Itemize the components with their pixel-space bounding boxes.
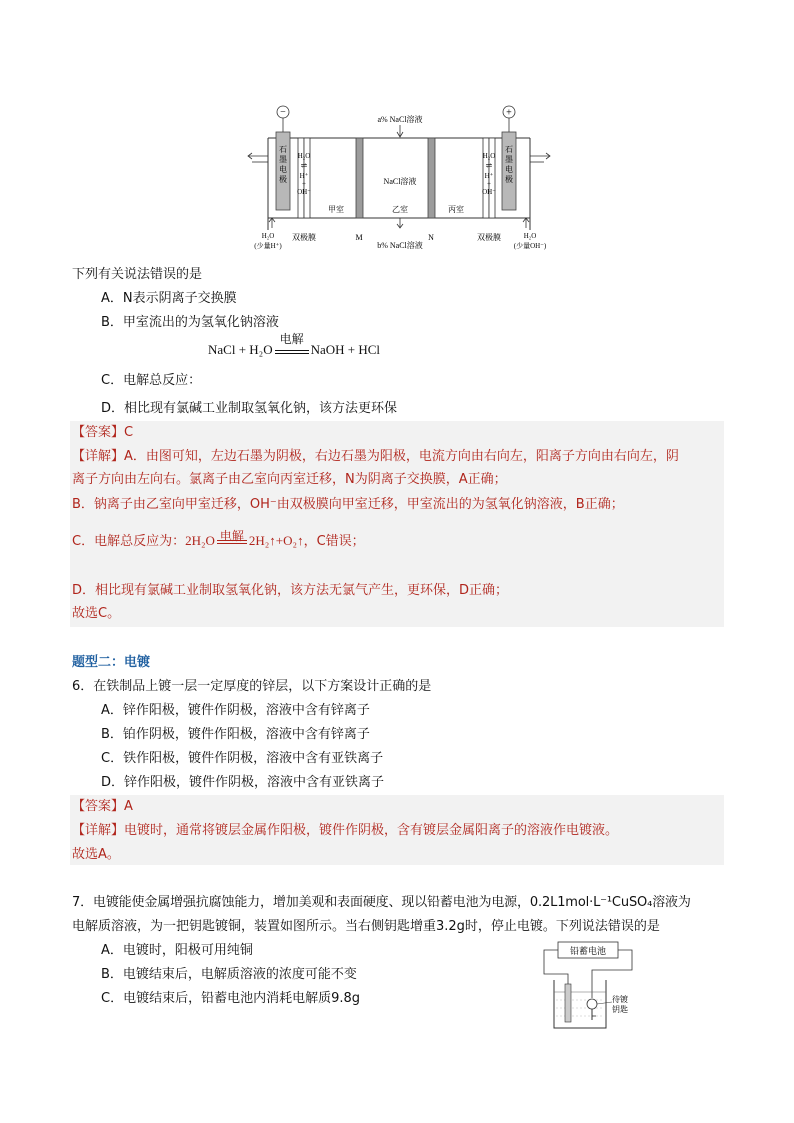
membrane-m (356, 138, 363, 218)
room-yi-label: 乙室 (392, 205, 408, 214)
membrane-n-label: N (428, 233, 434, 242)
anode-plate (565, 984, 571, 1022)
q5-detail-eq-left: 2H₂O (185, 533, 215, 548)
q5-eq-condition: 电解 (279, 332, 304, 346)
q5-detail-4-suffix: ，C错误； (303, 534, 365, 549)
key-label-2: 钥匙 (612, 1005, 628, 1014)
q6-option-a: A．锌作阳极，镀件作阴极，溶液中含有锌离子 (101, 703, 370, 718)
left-bottom-label-1: H₂O (261, 232, 275, 240)
right-bottom-label-1: H₂O (523, 232, 537, 240)
room-jia-label: 甲室 (328, 205, 344, 214)
q5-option-c: C．电解总反应： (101, 373, 202, 388)
q5-detail-2: 离子方向由左向右。氯离子由乙室向丙室迁移，N为阴离子交换膜，A正确； (72, 472, 507, 487)
q5-option-a: A．N表示阴离子交换膜 (101, 291, 237, 306)
q7-stem-1: 7．电镀能使金属增强抗腐蚀能力，增加美观和表面硬度、现以铅蓄电池为电源，0.2L1mol·L⁻¹CuSO₄溶液为 (72, 895, 691, 910)
q6-option-b: B．铂作阴极，镀件作阳极，溶液中含有锌离子 (101, 727, 370, 742)
q7-option-b: B．电镀结束后，电解质溶液的浓度可能不变 (101, 967, 357, 982)
left-species-3: H⁺ (299, 172, 309, 180)
right-bottom-label-2: (少量OH⁻) (513, 242, 547, 250)
q5-detail-eq-right: 2H₂↑+O₂↑ (248, 533, 304, 548)
left-species-5: OH⁻ (297, 188, 311, 196)
room-bing-label: 丙室 (448, 205, 464, 214)
q5-stem: 下列有关说法错误的是 (72, 267, 203, 282)
battery-label: 铅蓄电池 (569, 946, 607, 956)
q6-answer: 【答案】A (72, 799, 133, 814)
q5-detail-4 (72, 529, 365, 551)
q5-detail-5: D．相比现有氯碱工业制取氢氧化钠，该方法无氯气产生，更环保，D正确； (72, 583, 509, 598)
left-species-2: ⇌ (300, 161, 308, 170)
section-title: 题型二：电镀 (72, 655, 151, 670)
right-membrane-label: 双极膜 (477, 233, 501, 242)
electroplating-apparatus (540, 940, 640, 1032)
right-species-2: ⇌ (485, 161, 493, 170)
q6-detail-1: 【详解】电镀时，通常将镀层金属作阳极，镀件作阴极，含有镀层金属阳离子的溶液作电镀液。 (72, 823, 619, 838)
electrolysis-cell-diagram (238, 100, 558, 258)
pos-sign: + (506, 107, 512, 119)
key-icon (587, 999, 597, 1009)
q5-detail-6: 故选C。 (72, 606, 121, 621)
q7-option-c: C．电镀结束后，铅蓄电池内消耗电解质9.8g (101, 991, 361, 1006)
q5-eq-right: NaOH + HCl (310, 342, 381, 357)
bottom-feed-label: b% NaCl溶液 (377, 241, 423, 250)
q7-stem-2: 电解质溶液，为一把钥匙镀铜，装置如图所示。当右侧钥匙增重3.2g时，停止电镀。下列说法错误的是 (72, 919, 660, 934)
left-species-1: H₂O (297, 152, 311, 160)
q6-option-c: C．铁作阳极，镀件作阴极，溶液中含有亚铁离子 (101, 751, 384, 766)
left-membrane-label: 双极膜 (292, 233, 316, 242)
q5-eq-left: NaCl + H₂O (208, 342, 273, 357)
right-species-5: OH⁻ (482, 188, 496, 196)
q5-option-c-equation (208, 332, 381, 358)
left-species-4: + (302, 180, 306, 188)
left-electrode-char-4: 极 (279, 175, 287, 184)
q5-detail-3: B．钠离子由乙室向甲室迁移，OH⁻由双极膜向甲室迁移，甲室流出的为氢氧化钠溶液，B正确； (72, 497, 624, 512)
left-electrode-char-2: 墨 (279, 155, 287, 164)
neg-sign: − (280, 107, 286, 118)
q5-detail-1: 【详解】A．由图可知，左边石墨为阴极，右边石墨为阳极，电流方向由右向左，阳离子方向由右向左，阴 (72, 449, 679, 464)
right-electrode-char-1: 石 (505, 145, 513, 154)
q5-detail-eq-cond: 电解 (219, 529, 244, 544)
right-species-1: H₂O (482, 152, 496, 160)
right-electrode-char-4: 极 (505, 175, 513, 184)
q6-stem: 6．在铁制品上镀一层一定厚度的锌层，以下方案设计正确的是 (72, 679, 432, 694)
right-electrode-char-3: 电 (505, 165, 513, 174)
top-feed-label: a% NaCl溶液 (377, 115, 423, 124)
q5-option-d: D．相比现有氯碱工业制取氢氧化钠，该方法更环保 (101, 401, 398, 416)
left-electrode-char-1: 石 (279, 145, 287, 154)
membrane-n (428, 138, 435, 218)
q7-option-a: A．电镀时，阳极可用纯铜 (101, 943, 253, 958)
right-species-3: H⁺ (484, 172, 494, 180)
q5-option-b: B．甲室流出的为氢氧化钠溶液 (101, 315, 279, 330)
right-species-4: + (487, 180, 491, 188)
membrane-m-label: M (355, 233, 363, 242)
left-electrode-char-3: 电 (279, 165, 287, 174)
right-electrode-char-2: 墨 (505, 155, 513, 164)
q6-detail-2: 故选A。 (72, 847, 120, 862)
key-label-1: 待镀 (612, 995, 628, 1004)
q6-option-d: D．锌作阳极，镀件作阴极，溶液中含有亚铁离子 (101, 775, 385, 790)
q5-answer: 【答案】C (72, 425, 134, 440)
middle-solution-label: NaCl溶液 (383, 177, 417, 186)
q5-detail-4-prefix: C．电解总反应为： (72, 534, 186, 549)
left-bottom-label-2: (少量H⁺) (254, 242, 282, 250)
